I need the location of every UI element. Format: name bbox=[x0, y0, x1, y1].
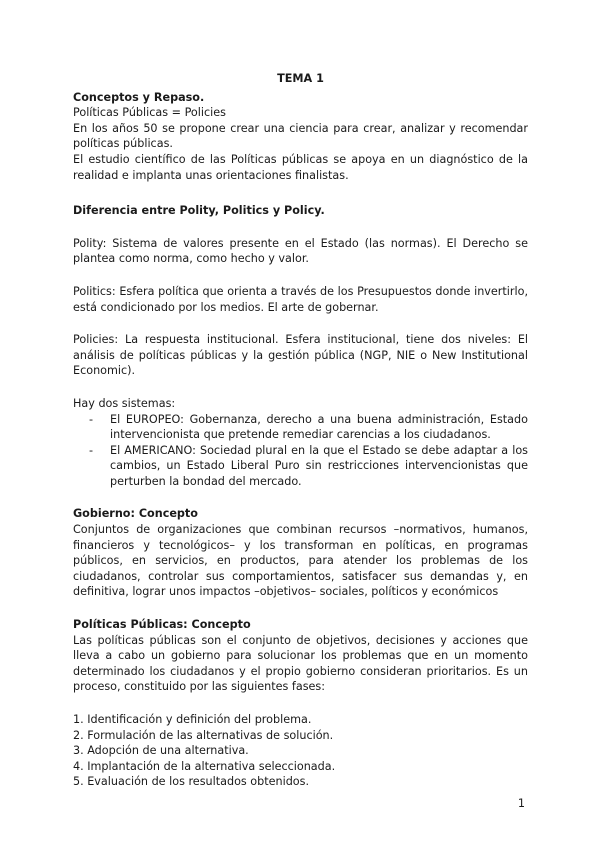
document-title: TEMA 1 bbox=[277, 72, 324, 85]
list-item-phase-1: 1. Identificación y definición del problema. bbox=[73, 713, 312, 726]
list-item-americano: - El AMERICANO: Sociedad plural en la que el Estado se debe adaptar a los cambios, un Estado Liberal Puro sin restricciones intervencionistas que perturben la bondad del mercado. bbox=[110, 443, 528, 490]
list-item-phase-2: 2. Formulación de las alternativas de solución. bbox=[73, 728, 334, 742]
page-number: 1 bbox=[517, 797, 525, 810]
section-heading-repaso: Conceptos y Repaso. bbox=[73, 90, 205, 104]
list-item-phase-4: 4. Implantación de la alternativa seleccionada. bbox=[73, 759, 336, 773]
phases-list bbox=[73, 712, 528, 790]
paragraph-policies-equivalence: Políticas Públicas = Policies bbox=[73, 106, 226, 120]
paragraph-scientific-study: El estudio científico de las Políticas públicas se apoya en un diagnóstico de la realidad e implanta unas orientaciones finalistas. bbox=[73, 152, 528, 182]
list-item-europeo: - El EUROPEO: Gobernanza, derecho a una buena administración, Estado intervencionista que pretende remediar carencias a los ciudadanos. bbox=[110, 412, 528, 443]
list-item-phase-5: 5. Evaluación de los resultados obtenidos. bbox=[73, 775, 310, 789]
section-heading-gobierno: Gobierno: Concepto bbox=[73, 507, 198, 521]
section-heading-politicas: Políticas Públicas: Concepto bbox=[73, 618, 251, 632]
paragraph-years-50: En los años 50 se propone crear una ciencia para crear, analizar y recomendar políticas públicas. bbox=[73, 121, 528, 151]
paragraph-polity: Polity: Sistema de valores presente en el Estado (las normas). El Derecho se plantea como norma, como hecho y valor. bbox=[73, 236, 528, 266]
paragraph-politicas: Las políticas públicas son el conjunto de objetivos, decisiones y acciones que lleva a cabo un gobierno para solucionar los problemas que en un momento determinado los ciudadanos y el propio gobierno consideran prioritarios. Es un proceso, constituido por las siguientes fases: bbox=[73, 633, 528, 694]
document-page bbox=[73, 71, 528, 790]
paragraph-sistemas-intro: Hay dos sistemas: bbox=[73, 396, 176, 410]
list-item-phase-3: 3. Adopción de una alternativa. bbox=[73, 744, 249, 758]
paragraph-politics: Politics: Esfera política que orienta a través de los Presupuestos donde invertirlo, está condicionado por los medios. El arte de gobernar. bbox=[73, 284, 528, 314]
paragraph-gobierno: Conjuntos de organizaciones que combinan recursos –normativos, humanos, financieros y tecnológicos– y los transforman en políticas, en programas públicos, en servicios, en productos, para atender los problemas de los ciudadanos, controlar sus comportamientos, satisfacer sus demandas y, en definitiva, lograr unos impactos –objetivos– sociales, políticos y económicos bbox=[73, 523, 528, 599]
sistemas-list bbox=[73, 412, 528, 490]
paragraph-policies: Policies: La respuesta institucional. Esfera institucional, tiene dos niveles: El análisis de políticas públicas y la gestión pública (NGP, NIE o New Institutional Economic). bbox=[73, 333, 528, 378]
section-heading-diferencia: Diferencia entre Polity, Politics y Policy. bbox=[73, 204, 325, 218]
